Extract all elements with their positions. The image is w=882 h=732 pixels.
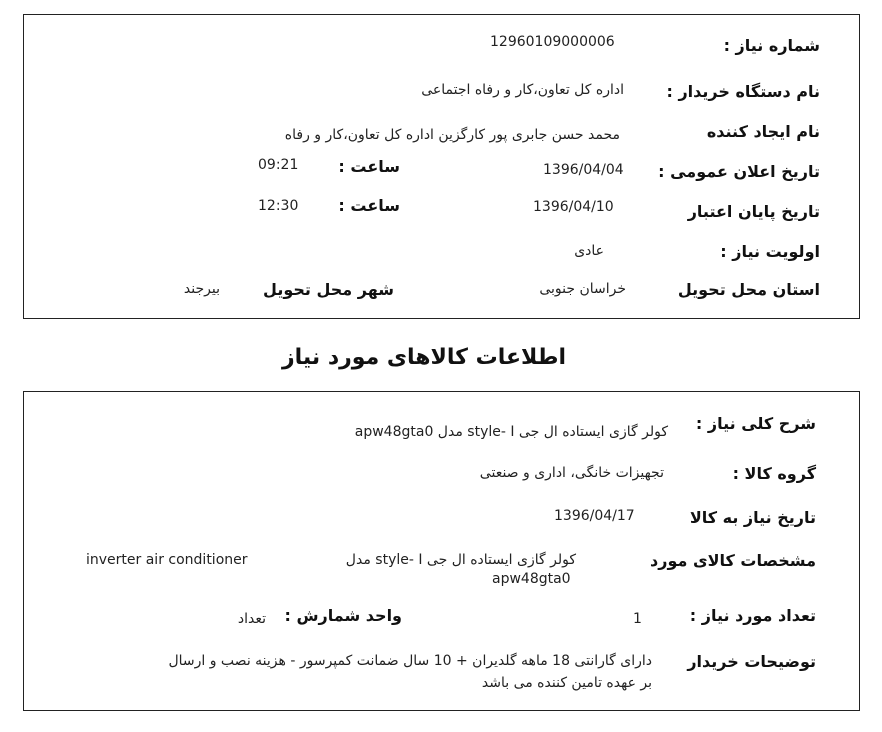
province-value: خراسان جنوبی [539, 281, 626, 297]
province-label: استان محل تحویل [677, 280, 820, 299]
validity-time-label: ساعت : [338, 196, 400, 215]
city-value: بیرجند [183, 281, 220, 297]
priority-value: عادی [574, 243, 604, 259]
unit-label: واحد شمارش : [284, 606, 402, 625]
unit-value: تعداد [237, 611, 266, 627]
creator-value: محمد حسن جابری پور کارگزین اداره کل تعاون،کار و رفاه [284, 127, 620, 143]
buyer-value: اداره کل تعاون،کار و رفاه اجتماعی [421, 82, 624, 98]
validity-date-value: 1396/04/10 [533, 199, 614, 215]
creator-label: نام ایجاد کننده [706, 122, 820, 141]
need-date-value: 1396/04/17 [554, 508, 635, 524]
validity-date-label: تاریخ پایان اعتبار [687, 202, 820, 221]
section-title: اطلاعات کالاهای مورد نیاز [282, 345, 566, 370]
buyer-label: نام دستگاه خریدار : [666, 82, 820, 101]
goods-desc-value: کولر گازی ایستاده ال جی style- I مدل apw48gta0 [354, 424, 668, 440]
goods-spec-value-line1: کولر گازی ایستاده ال جی style- I مدل [345, 552, 576, 568]
goods-group-label: گروه کالا : [732, 464, 816, 483]
announce-time-label: ساعت : [338, 157, 400, 176]
qty-label: تعداد مورد نیاز : [689, 606, 816, 625]
announce-date-value: 1396/04/04 [543, 162, 624, 178]
buyer-notes-label: توضیحات خریدار [687, 652, 816, 671]
validity-time-value: 12:30 [258, 198, 299, 214]
announce-time-value: 09:21 [258, 157, 299, 173]
buyer-notes-line2: بر عهده تامین کننده می باشد [481, 675, 652, 691]
need-number-value: 12960109000006 [490, 34, 615, 50]
goods-spec-value-line2: apw48gta0 [492, 571, 571, 587]
qty-value: 1 [633, 611, 642, 627]
priority-label: اولویت نیاز : [720, 242, 820, 261]
city-label: شهر محل تحویل [263, 280, 394, 299]
goods-group-value: تجهیزات خانگی، اداری و صنعتی [479, 465, 664, 481]
announce-date-label: تاریخ اعلان عمومی : [658, 162, 820, 181]
need-number-label: شماره نیاز : [723, 36, 820, 55]
goods-spec-value-en: inverter air conditioner [86, 552, 248, 568]
need-date-label: تاریخ نیاز به کالا [689, 508, 816, 527]
goods-spec-label: مشخصات کالای مورد [650, 551, 816, 570]
buyer-notes-line1: دارای گارانتی 18 ماهه گلدیران + 10 سال ضمانت کمپرسور - هزینه نصب و ارسال [168, 653, 652, 669]
goods-desc-label: شرح کلی نیاز : [695, 414, 816, 433]
